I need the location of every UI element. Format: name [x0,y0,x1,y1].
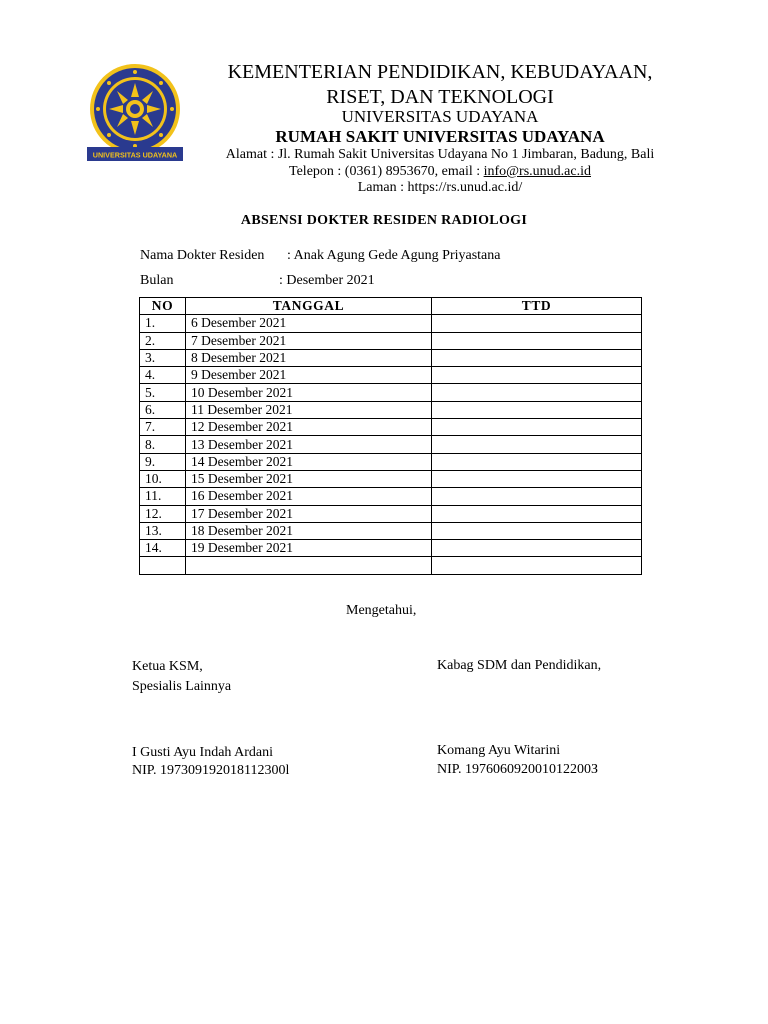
row-signature [432,315,642,332]
left-signer-name: I Gusti Ayu Indah Ardani [132,745,274,760]
row-date: 13 Desember 2021 [186,436,432,453]
row-date [186,557,432,574]
row-no [140,557,186,574]
row-signature [432,470,642,487]
table-row [140,522,642,539]
row-signature [432,505,642,522]
row-signature [432,367,642,384]
table-row [140,384,642,401]
document-title: ABSENSI DOKTER RESIDEN RADIOLOGI [240,213,528,228]
row-date: 7 Desember 2021 [186,332,432,349]
table-row [140,401,642,418]
header-no: NO [140,298,186,315]
website: Laman : https://rs.unud.ac.id/ [357,180,523,195]
month-value: : Desember 2021 [279,273,375,288]
row-no: 10. [140,470,186,487]
ministry-name-line1: KEMENTERIAN PENDIDIKAN, KEBUDAYAAN, [227,61,653,83]
row-no: 11. [140,488,186,505]
address: Alamat : Jl. Rumah Sakit Universitas Udayana No 1 Jimbaran, Badung, Bali [225,147,655,162]
table-row [140,332,642,349]
table-row [140,470,642,487]
row-date: 11 Desember 2021 [186,401,432,418]
logo-label: UNIVERSITAS UDAYANA [92,150,178,160]
row-date: 16 Desember 2021 [186,488,432,505]
row-signature [432,488,642,505]
row-date: 15 Desember 2021 [186,470,432,487]
table-row [140,557,642,574]
row-signature [432,436,642,453]
table-row [140,436,642,453]
month-label: Bulan [140,273,174,288]
universitas-udayana-logo [86,63,184,167]
ministry-name-line2: RISET, DAN TEKNOLOGI [326,86,554,108]
row-date: 9 Desember 2021 [186,367,432,384]
table-row [140,315,642,332]
table-header-row [140,298,642,315]
row-signature [432,332,642,349]
left-signer-role: Ketua KSM, [132,659,203,674]
table-row [140,505,642,522]
table-row [140,540,642,557]
row-no: 2. [140,332,186,349]
row-signature [432,419,642,436]
row-signature [432,557,642,574]
row-date: 18 Desember 2021 [186,522,432,539]
row-date: 10 Desember 2021 [186,384,432,401]
row-signature [432,522,642,539]
row-signature [432,384,642,401]
header-ttd: TTD [432,298,642,315]
table-row [140,367,642,384]
left-signer-role-line2: Spesialis Lainnya [132,679,232,694]
contact-line [180,164,700,180]
table-row [140,349,642,366]
row-signature [432,349,642,366]
row-no: 13. [140,522,186,539]
row-signature [432,453,642,470]
left-signer-nip: NIP. 197309192018112300l [132,763,290,778]
row-date: 12 Desember 2021 [186,419,432,436]
row-date: 8 Desember 2021 [186,349,432,366]
row-no: 9. [140,453,186,470]
resident-name-label: Nama Dokter Residen [140,248,265,263]
table-row [140,453,642,470]
email-link[interactable]: info@rs.unud.ac.id [483,164,591,179]
row-no: 14. [140,540,186,557]
row-no: 6. [140,401,186,418]
row-no: 8. [140,436,186,453]
table-row [140,419,642,436]
right-signer-nip: NIP. 197606092001012200З [437,762,599,777]
acknowledge-text: Mengetahui, [346,603,417,618]
row-signature [432,401,642,418]
row-no: 1. [140,315,186,332]
header-tanggal: TANGGAL [186,298,432,315]
row-no: 12. [140,505,186,522]
row-no: 7. [140,419,186,436]
hospital-name: RUMAH SAKIT UNIVERSITAS UDAYANA [275,127,605,146]
attendance-body [140,315,642,574]
phone-text: Telepon : (0361) 8953670, email : [289,164,484,179]
right-signer-role: Kabag SDM dan Pendidikan, [437,658,602,673]
university-name: UNIVERSITAS UDAYANA [341,107,539,126]
attendance-table [139,297,642,575]
row-date: 6 Desember 2021 [186,315,432,332]
table-row [140,488,642,505]
right-signer-name: Komang Ayu Witarini [437,743,561,758]
row-date: 19 Desember 2021 [186,540,432,557]
row-date: 14 Desember 2021 [186,453,432,470]
row-no: 4. [140,367,186,384]
row-signature [432,540,642,557]
row-date: 17 Desember 2021 [186,505,432,522]
resident-name-value: : Anak Agung Gede Agung Priyastana [287,248,501,263]
row-no: 5. [140,384,186,401]
row-no: 3. [140,349,186,366]
